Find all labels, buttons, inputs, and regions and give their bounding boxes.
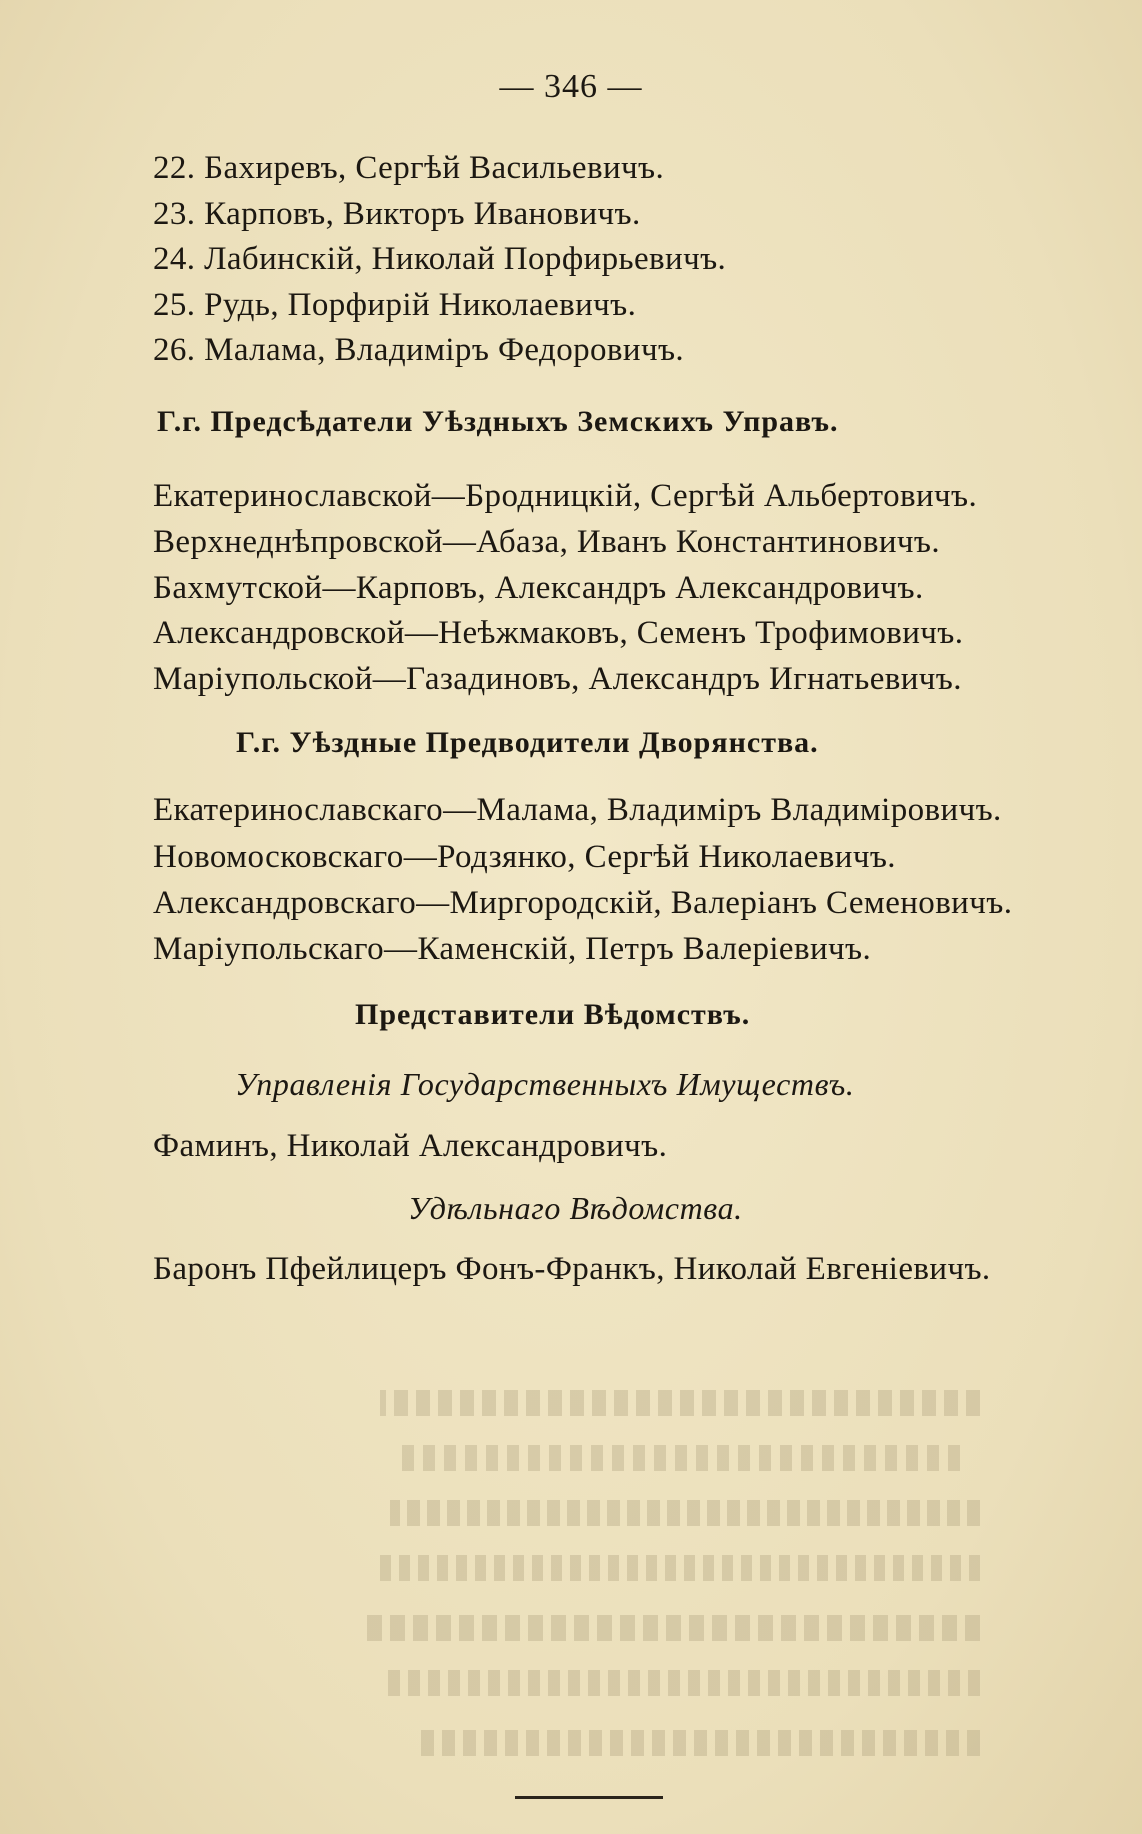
entry: Фаминъ, Николай Александровичъ. (153, 1128, 668, 1164)
bleed-through-mark (420, 1730, 980, 1756)
entry: Бахмутской—Карповъ, Александръ Александровичъ. (153, 570, 924, 606)
page-number: — 346 — (499, 68, 643, 105)
list-item: 23. Карповъ, Викторъ Ивановичъ. (153, 196, 641, 232)
section-heading-chairmen: Г.г. Предсѣдатели Уѣздныхъ Земскихъ Управъ. (157, 405, 839, 438)
bleed-through-mark (400, 1445, 960, 1471)
bleed-through-mark (380, 1670, 980, 1696)
entry: Маріупольской—Газадиновъ, Александръ Игнатьевичъ. (153, 661, 962, 697)
section-heading-marshals: Г.г. Уѣздные Предводители Дворянства. (236, 726, 819, 759)
bleed-through-mark (380, 1390, 980, 1416)
subsection-heading: Управленія Государственныхъ Имуществъ. (235, 1066, 855, 1102)
list-item: 25. Рудь, Порфирій Николаевичъ. (153, 287, 637, 323)
entry: Екатеринославской—Бродницкій, Сергѣй Альбертовичъ. (153, 478, 978, 514)
entry: Маріупольскаго—Каменскій, Петръ Валеріевичъ. (153, 931, 872, 967)
entry: Екатеринославскаго—Малама, Владиміръ Владиміровичъ. (153, 792, 1002, 828)
list-item: 22. Бахиревъ, Сергѣй Васильевичъ. (153, 150, 665, 186)
entry: Баронъ Пфейлицеръ Фонъ-Франкъ, Николай Евгеніевичъ. (153, 1251, 991, 1287)
bleed-through-mark (390, 1500, 980, 1526)
bleed-through-mark (380, 1555, 980, 1581)
bleed-through-mark (360, 1615, 980, 1641)
list-item: 24. Лабинскій, Николай Порфирьевичъ. (153, 241, 727, 277)
end-rule (515, 1796, 663, 1799)
subsection-heading: Удѣльнаго Вѣдомства. (408, 1190, 743, 1226)
entry: Новомосковскаго—Родзянко, Сергѣй Николаевичъ. (153, 839, 896, 875)
section-heading-departments: Представители Вѣдомствъ. (355, 998, 751, 1031)
entry: Верхнеднѣпровской—Абаза, Иванъ Константиновичъ. (153, 524, 940, 560)
entry: Александровскаго—Миргородскій, Валеріанъ Семеновичъ. (153, 885, 1013, 921)
entry: Александровской—Неѣжмаковъ, Семенъ Трофимовичъ. (153, 615, 964, 651)
list-item: 26. Малама, Владиміръ Федоровичъ. (153, 332, 685, 368)
